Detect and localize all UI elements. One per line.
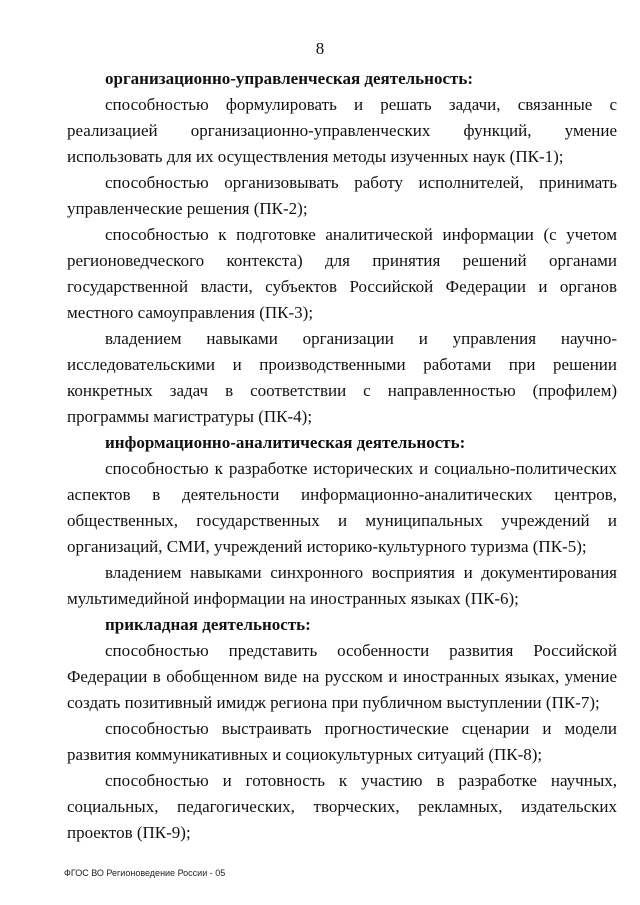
competency-pk-6: владением навыками синхронного восприятия и документирования мультимедийной информации на иностранных языках (ПК-6); <box>67 563 617 608</box>
competency-pk-9: способностью и готовность к участию в разработке научных, социальных, педагогических, творческих, рекламных, издательских проектов (ПК-9); <box>67 771 617 842</box>
document-footer: ФГОС ВО Регионоведение России - 05 <box>64 868 226 878</box>
competency-pk-4: владением навыками организации и управления научно-исследовательскими и производственными работами при решении конкретных задач в соответствии с направленностью (профилем) программы магистратуры (ПК-4); <box>67 329 617 426</box>
document-body <box>67 66 617 846</box>
competency-pk-1: способностью формулировать и решать задачи, связанные с реализацией организационно-управленческих функций, умение использовать для их осуществления методы изученных наук (ПК-1); <box>67 95 617 166</box>
page-number: 8 <box>315 39 325 58</box>
section-heading-management: организационно-управленческая деятельность: <box>105 69 473 88</box>
competency-pk-5: способностью к разработке исторических и социально-политических аспектов в деятельности информационно-аналитических центров, общественных, государственных и муниципальных учреждений и организаций, СМИ, учреждений историко-культурного туризма (ПК-5); <box>67 459 617 556</box>
competency-pk-2: способностью организовывать работу исполнителей, принимать управленческие решения (ПК-2); <box>67 173 617 218</box>
section-heading-applied: прикладная деятельность: <box>105 615 311 634</box>
competency-pk-3: способностью к подготовке аналитической информации (с учетом регионоведческого контекста) для принятия решений органами государственной власти, субъектов Российской Федерации и органов местного самоуправления (ПК-3); <box>67 225 617 322</box>
competency-pk-8: способностью выстраивать прогностические сценарии и модели развития коммуникативных и социокультурных ситуаций (ПК-8); <box>67 719 617 764</box>
section-heading-analytics: информационно-аналитическая деятельность: <box>105 433 466 452</box>
competency-pk-7: способностью представить особенности развития Российской Федерации в обобщенном виде на русском и иностранных языках, умение создать позитивный имидж региона при публичном выступлении (ПК-7); <box>67 641 617 712</box>
